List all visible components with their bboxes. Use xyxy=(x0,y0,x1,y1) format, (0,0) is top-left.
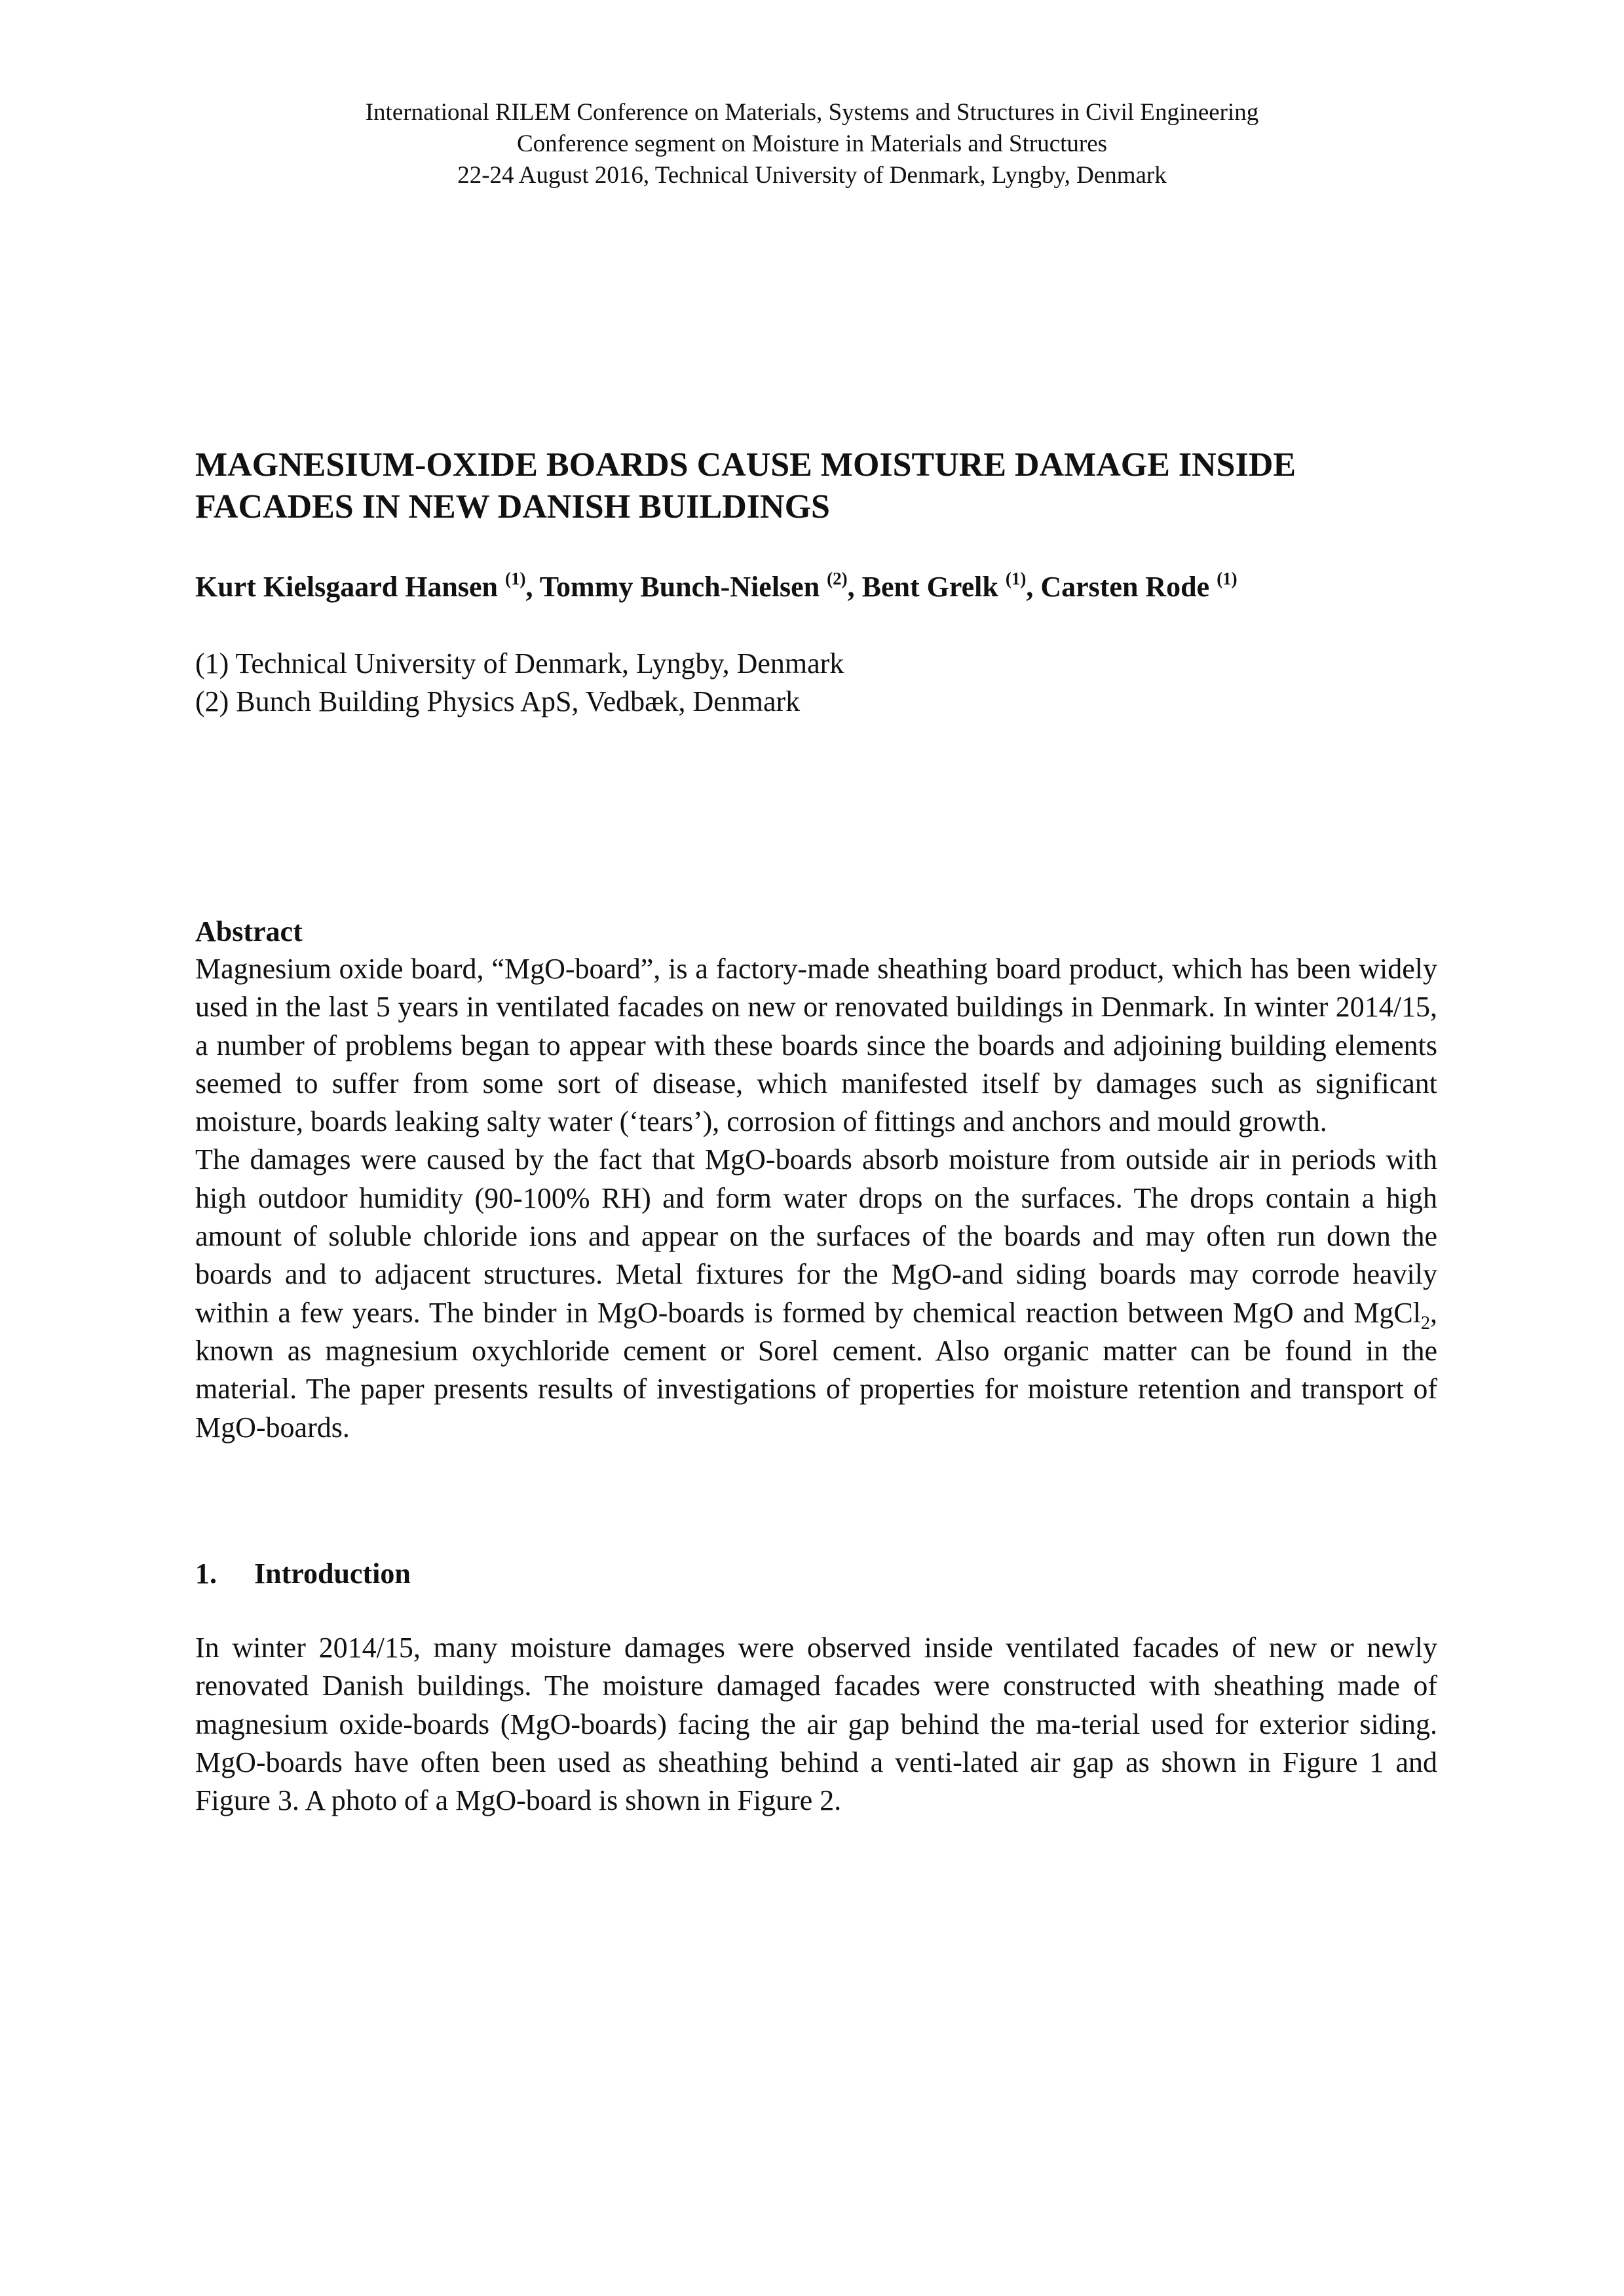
abstract-paragraph-2-text: The damages were caused by the fact that MgO-boards absorb moisture from outside air in periods with high outdoor humidity (90-100% RH) and form water drops on the surfaces. The drops contain a high amount of soluble chloride ions and appear on the surfaces of the boards and may often run down the boards and to adjacent structures. Metal fixtures for the MgO-and siding boards may corrode heavily within a few years. The binder in MgO-boards is formed by chemical reaction between MgO and MgCl xyxy=(195,1143,1437,1329)
author-list: Kurt Kielsgaard Hansen $^{(1)}$, Tommy Bunch-Nielsen $^{(2)}$, Bent Grelk $^{(1)}$, Carsten Rode $^{(1)}$ xyxy=(195,569,1237,603)
author-name: Bent Grelk xyxy=(861,571,998,603)
conference-header xyxy=(0,97,1624,191)
paper-title-line-1: MAGNESIUM-OXIDE BOARDS CAUSE MOISTURE DAMAGE INSIDE xyxy=(195,446,1296,484)
conference-segment: Conference segment on Moisture in Materials and Structures xyxy=(516,130,1108,157)
section-number: 1. xyxy=(195,1558,217,1590)
introduction-heading xyxy=(195,1556,1437,1592)
author-affiliation-mark: (1) xyxy=(1005,569,1027,588)
author-name: Carsten Rode xyxy=(1040,571,1210,603)
subscript-two: 2 xyxy=(1421,1312,1430,1333)
affiliation-list xyxy=(195,645,1440,721)
author-name: Kurt Kielsgaard Hansen xyxy=(195,571,499,603)
paper-title xyxy=(195,444,1440,528)
affiliation-item: (1) Technical University of Denmark, Lyngby, Denmark xyxy=(195,647,844,679)
abstract-heading: Abstract xyxy=(195,915,303,947)
paper-title-line-2: FACADES IN NEW DANISH BUILDINGS xyxy=(195,488,830,526)
author-affiliation-mark: (1) xyxy=(505,569,526,588)
conference-name: International RILEM Conference on Materials, Systems and Structures in Civil Engineering xyxy=(365,99,1259,126)
abstract-paragraph-2 xyxy=(195,1141,1437,1446)
conference-date-location: 22-24 August 2016, Technical University of Denmark, Lyngby, Denmark xyxy=(457,162,1167,189)
abstract-paragraph-2-text: , known as magnesium oxychloride cement or Sorel cement. Also organic matter can be found in the material. The paper presents results of investigations of properties for moisture retention and transport of MgO-boards. xyxy=(195,1296,1437,1444)
abstract-section xyxy=(195,913,1437,1447)
section-title: Introduction xyxy=(254,1558,411,1590)
author-affiliation-mark: (1) xyxy=(1217,569,1237,588)
affiliation-item: (2) Bunch Building Physics ApS, Vedbæk, Denmark xyxy=(195,685,801,718)
introduction-paragraph-1: In winter 2014/15, many moisture damages were observed inside ventilated facades of new or newly renovated Danish buildings. The moisture damaged facades were constructed with sheathing made of magnesium oxide-boards (MgO-boards) facing the air gap behind the ma-terial used for exterior siding. MgO-boards have often been used as sheathing behind a venti-lated air gap as shown in Figure 1 and Figure 3. A photo of a MgO-board is shown in Figure 2. xyxy=(195,1632,1437,1817)
author-affiliation-mark: (2) xyxy=(827,569,848,588)
introduction-section xyxy=(195,1556,1437,1820)
abstract-paragraph-1: Magnesium oxide board, “MgO-board”, is a factory-made sheathing board product, which has been widely used in the last 5 years in ventilated facades on new or renovated buildings in Denmark. In winter 2014/15, a number of problems began to appear with these boards since the boards and adjoining building elements seemed to suffer from some sort of disease, which manifested itself by damages such as significant moisture, boards leaking salty water (‘tears’), corrosion of fittings and anchors and mould growth. xyxy=(195,953,1437,1138)
author-name: Tommy Bunch-Nielsen xyxy=(539,571,820,603)
